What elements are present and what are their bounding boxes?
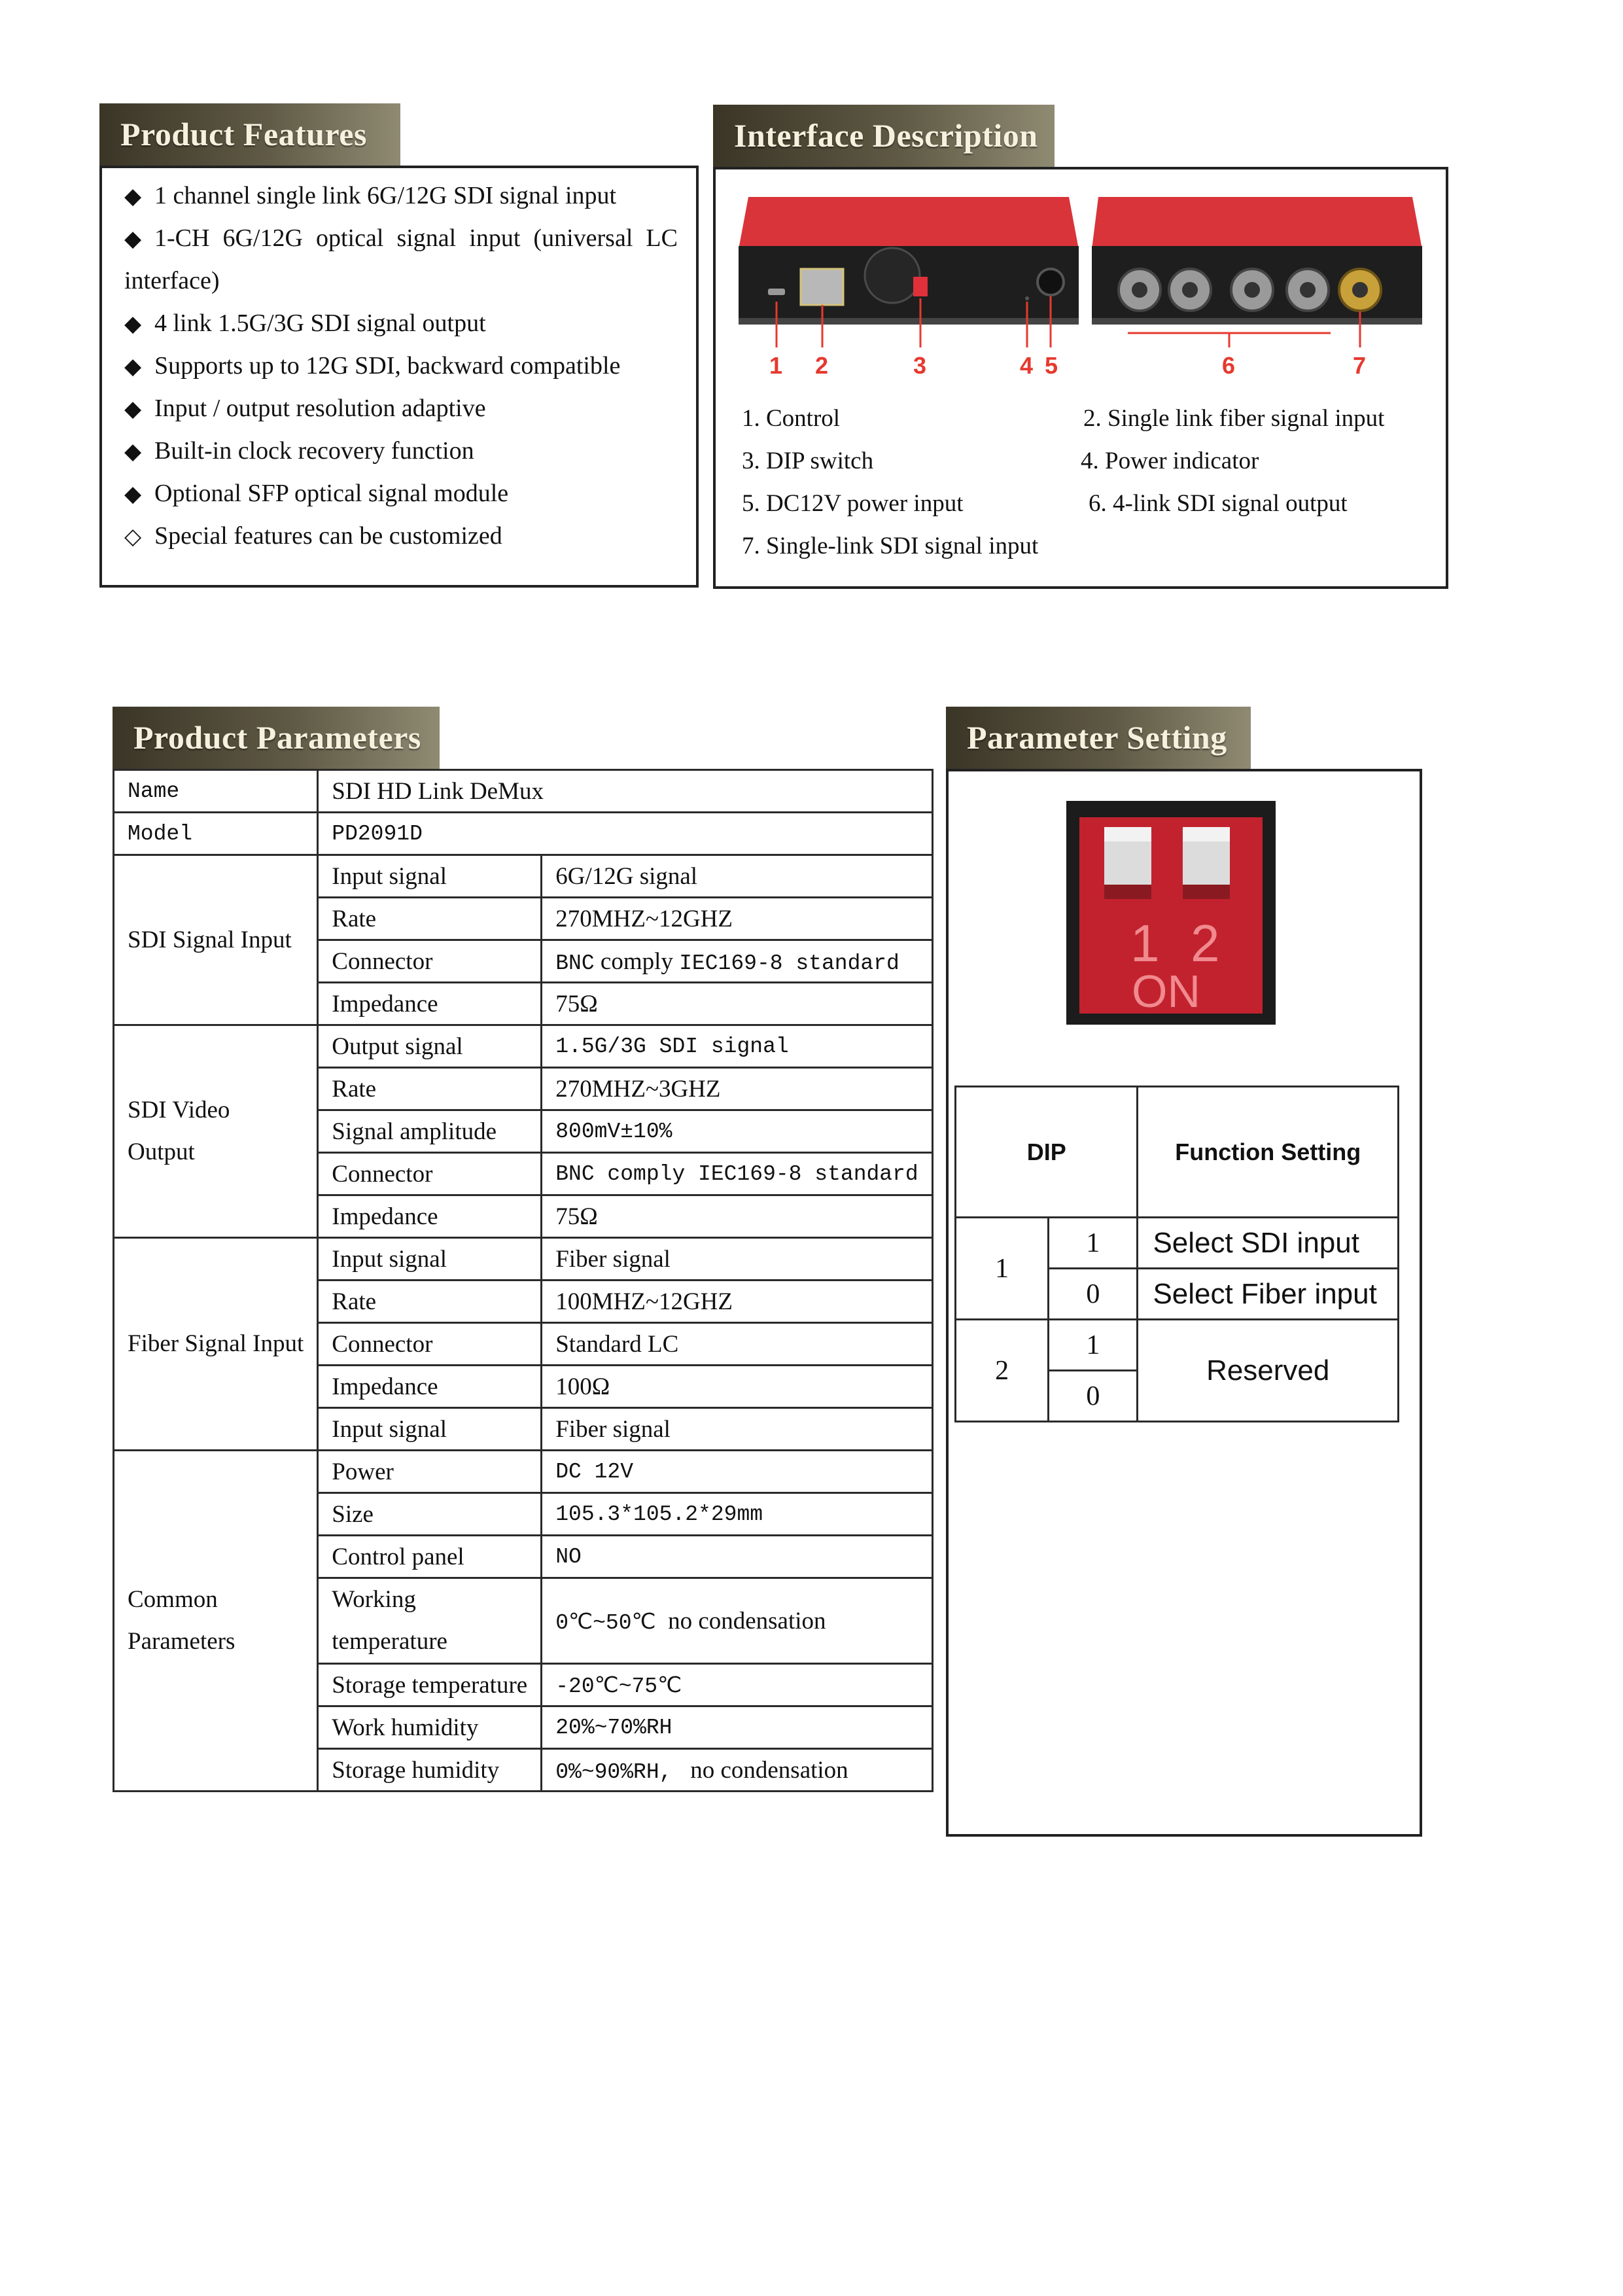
diamond-bullet-icon: ◆	[124, 396, 142, 422]
callout-6: 6	[1222, 352, 1236, 379]
param-key: Impedance	[318, 983, 542, 1025]
param-value: SDI HD Link DeMux	[318, 770, 932, 813]
diamond-bullet-icon: ◆	[124, 311, 142, 337]
param-value: 800mV±10%	[542, 1110, 933, 1153]
param-key: Rate	[318, 1280, 542, 1323]
table-row	[114, 1025, 933, 1068]
param-label: Model	[114, 813, 318, 855]
sfp-port-icon	[801, 269, 843, 305]
device-photo	[735, 177, 1429, 400]
param-group-label: SDI Video Output	[114, 1025, 318, 1238]
param-key: Input signal	[318, 1238, 542, 1280]
diamond-bullet-icon: ◆	[124, 438, 142, 465]
callout-5: 5	[1045, 352, 1058, 379]
param-value: 100Ω	[542, 1366, 933, 1408]
product-features-box	[99, 166, 699, 588]
interface-item: 7. Single-link SDI signal input	[742, 533, 1039, 559]
callout-3: 3	[913, 352, 927, 379]
param-group-label: Common Parameters	[114, 1451, 318, 1792]
param-key: Input signal	[318, 1408, 542, 1451]
param-key: Connector	[318, 1153, 542, 1195]
feature-item: ◆ 1 channel single link 6G/12G SDI signal input	[124, 175, 678, 218]
device-rear-view	[1092, 197, 1422, 325]
param-value: 0%~90%RH, no condensation	[542, 1749, 933, 1792]
function-value: Reserved	[1138, 1320, 1399, 1422]
diamond-bullet-icon: ◆	[124, 481, 142, 507]
feature-item: ◆ 1-CH 6G/12G optical signal input (universal LC	[124, 217, 678, 260]
table-row	[114, 770, 933, 813]
param-value: PD2091D	[318, 813, 932, 855]
callout-1: 1	[769, 352, 783, 379]
interface-item: 3. DIP switch	[742, 448, 874, 474]
interface-item: 6. 4-link SDI signal output	[1089, 490, 1348, 517]
param-value: 75Ω	[542, 1195, 933, 1238]
param-key: Connector	[318, 940, 542, 983]
dip-switch-icon	[913, 277, 928, 296]
param-key: Rate	[318, 898, 542, 940]
table-row	[114, 1451, 933, 1493]
bnc-connector-icon	[1231, 269, 1273, 311]
table-row	[114, 855, 933, 898]
feature-item: ◆ Input / output resolution adaptive	[124, 387, 678, 431]
param-value: 100MHZ~12GHZ	[542, 1280, 933, 1323]
param-value: 270MHZ~3GHZ	[542, 1068, 933, 1110]
parameter-setting-box	[946, 769, 1422, 1837]
table-row	[114, 1238, 933, 1280]
usb-port-icon	[768, 289, 785, 295]
param-value: Standard LC	[542, 1323, 933, 1366]
switch-label-1: 1	[1130, 914, 1160, 972]
param-value: Fiber signal	[542, 1408, 933, 1451]
param-value: BNC comply IEC169-8 standard	[542, 940, 933, 983]
switch-label-2: 2	[1191, 914, 1220, 972]
bnc-connector-icon	[1119, 269, 1161, 311]
dip-state: 1	[1049, 1320, 1138, 1371]
control-knob-icon	[865, 248, 920, 303]
dip-number: 1	[956, 1218, 1049, 1320]
bnc-connector-gold-icon	[1339, 269, 1381, 311]
switch-label-on: ON	[1132, 966, 1200, 1017]
param-key: Output signal	[318, 1025, 542, 1068]
dip-state: 0	[1049, 1371, 1138, 1422]
table-row	[956, 1218, 1399, 1269]
dip-switch-photo	[1066, 801, 1276, 1025]
product-parameters-table	[113, 769, 934, 1792]
hollow-diamond-bullet-icon: ◇	[124, 523, 142, 550]
param-value: DC 12V	[542, 1451, 933, 1493]
callout-2: 2	[815, 352, 829, 379]
table-row	[956, 1087, 1399, 1218]
param-key: Storage temperature	[318, 1664, 542, 1706]
param-key: Impedance	[318, 1366, 542, 1408]
param-key: Working temperature	[318, 1578, 542, 1664]
param-label: Name	[114, 770, 318, 813]
parameter-setting-title: Parameter Setting	[946, 707, 1251, 769]
param-key: Storage humidity	[318, 1749, 542, 1792]
diamond-bullet-icon: ◆	[124, 183, 142, 209]
feature-item: ◆ Supports up to 12G SDI, backward compatible	[124, 345, 678, 388]
table-row	[114, 813, 933, 855]
callout-4: 4	[1020, 352, 1034, 379]
param-key: Impedance	[318, 1195, 542, 1238]
bnc-connector-icon	[1169, 269, 1211, 311]
table-row	[956, 1320, 1399, 1371]
bnc-connector-icon	[1287, 269, 1329, 311]
param-value: -20℃~75℃	[542, 1664, 933, 1706]
diamond-bullet-icon: ◆	[124, 226, 142, 252]
feature-item: ◆ 4 link 1.5G/3G SDI signal output	[124, 302, 678, 345]
param-group-label: SDI Signal Input	[114, 855, 318, 1025]
param-key: Power	[318, 1451, 542, 1493]
param-value: 20%~70%RH	[542, 1706, 933, 1749]
power-led-icon	[1025, 296, 1029, 300]
param-value: 270MHZ~12GHZ	[542, 898, 933, 940]
param-value: 75Ω	[542, 983, 933, 1025]
interface-item: 2. Single link fiber signal input	[1083, 405, 1385, 432]
param-value: Fiber signal	[542, 1238, 933, 1280]
param-key: Rate	[318, 1068, 542, 1110]
dc-jack-icon	[1038, 269, 1064, 295]
product-features-title: Product Features	[99, 103, 400, 166]
function-value: Select SDI input	[1138, 1218, 1399, 1269]
interface-description-title: Interface Description	[713, 105, 1055, 167]
interface-item: 1. Control	[742, 405, 841, 432]
param-key: Size	[318, 1493, 542, 1536]
dip-setting-table	[954, 1086, 1399, 1422]
param-key: Work humidity	[318, 1706, 542, 1749]
dip-state: 0	[1049, 1269, 1138, 1320]
dip-number: 2	[956, 1320, 1049, 1422]
callout-7: 7	[1353, 352, 1367, 379]
param-value: NO	[542, 1536, 933, 1578]
param-value: 1.5G/3G SDI signal	[542, 1025, 933, 1068]
feature-item: ◆ Optional SFP optical signal module	[124, 472, 678, 516]
feature-item-continued: interface)	[124, 267, 220, 294]
param-group-label: Fiber Signal Input	[114, 1238, 318, 1451]
feature-item: ◇ Special features can be customized	[124, 515, 678, 558]
feature-item: ◆ Built-in clock recovery function	[124, 430, 678, 473]
dip-header: DIP	[956, 1087, 1138, 1218]
product-parameters-title: Product Parameters	[113, 707, 440, 769]
diamond-bullet-icon: ◆	[124, 353, 142, 380]
param-value: 6G/12G signal	[542, 855, 933, 898]
param-value: BNC comply IEC169-8 standard	[542, 1153, 933, 1195]
interface-item: 4. Power indicator	[1081, 448, 1259, 474]
interface-item: 5. DC12V power input	[742, 490, 964, 517]
interface-description-box	[713, 167, 1448, 589]
param-key: Signal amplitude	[318, 1110, 542, 1153]
function-value: Select Fiber input	[1138, 1269, 1399, 1320]
param-key: Connector	[318, 1323, 542, 1366]
param-key: Control panel	[318, 1536, 542, 1578]
dip-state: 1	[1049, 1218, 1138, 1269]
param-key: Input signal	[318, 855, 542, 898]
param-value: 105.3*105.2*29mm	[542, 1493, 933, 1536]
function-header: Function Setting	[1138, 1087, 1399, 1218]
param-value: 0℃~50℃ no condensation	[542, 1578, 933, 1664]
